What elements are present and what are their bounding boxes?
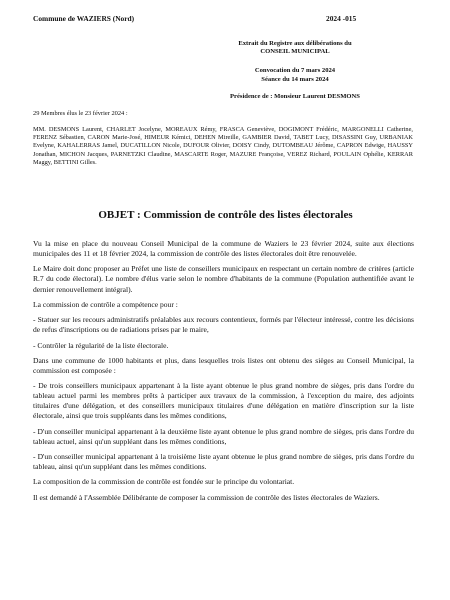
convocation-block [200,67,390,84]
seance-date: Séance du 14 mars 2024 [261,75,329,83]
paragraph: - De trois conseillers municipaux appartenant à la liste ayant obtenue le plus grand nombre de sièges, pris dans l'ordre du tableau actuel parmi les membres prêts à participer aux travaux de la commission, à l'exception du maire, des adjoints titulaires d'une délégation, et des conseillers municipaux titulaires d'une délégation en matière d'inscription sur la liste électorale, ainsi que trois suppléants dans les mêmes conditions, [33,381,414,421]
paragraph: Le Maire doit donc proposer au Préfet une liste de conseillers municipaux en respectant un certain nombre de critères (article R.7 du code électoral). Le nombre d'élus varie selon le nombre d'habitants de la commune (Population authentifiée avant le dernier renouvellement intégral). [33,264,414,294]
paragraph: - D'un conseiller municipal appartenant à la deuxième liste ayant obtenue le plus grand nombre de sièges, pris dans l'ordre du tableau actuel, ainsi qu'un suppléant dans les mêmes conditions, [33,426,414,446]
paragraph: Il est demandé à l'Assemblée Délibérante de composer la commission de contrôle des listes électorales de Waziers. [33,492,380,502]
commune-header: Commune de WAZIERS (Nord) [33,14,135,23]
deliberation-body [33,239,414,503]
paragraph: La commission de contrôle a compétence pour : [33,299,178,309]
deliberation-reference: 2024 -015 [326,14,357,23]
convocation-date: Convocation du 7 mars 2024 [254,67,336,74]
extract-title [200,40,390,57]
members-list: MM. DESMONS Laurent, CHARLET Jocelyne, MOREAUX Rémy, FRASCA Geneviève, DOGIMONT Frédéric, MARGONELLI Catherine, FERENZ Sébastien, CARON Marie-José, HIMEUR Kémici, DEHEN Mireille, GAMBIER David, TABET Lucy, DISASSINI Guy, URBANIAK Evelyne, KAHALERRAS Jamel, DUCATILLON Nicole, DUFOUR Olivier, DOISY Cindy, DUTOMBEAU Jérôme, CAPRON Edwige, HAUSSY Jonathan, MICHON Jacques, PARNETZKI Claudine, MASCARTE Roger, MAZURE Françoise, VEREZ Richard, POULAIN Ophélie, KERRAR Maggy, BETTINI Gilles. [33,126,413,166]
extract-line-1: Extrait du Registre aux délibérations du [238,40,352,47]
paragraph: - Statuer sur les recours administratifs préalables aux recours contentieux, formés par l'électeur intéressé, contre les décisions de refus d'inscriptions ou de radiations prises par le maire, [33,315,414,335]
paragraph: La composition de la commission de contrôle est fondée sur le principe du volontariat. [33,477,295,487]
paragraph: - Contrôler la régularité de la liste électorale. [33,340,169,350]
paragraph: Dans une commune de 1000 habitants et plus, dans lesquelles trois listes ont obtenu des sièges au Conseil Municipal, la commission est composée : [33,355,414,375]
paragraph: - D'un conseiller municipal appartenant à la troisième liste ayant obtenue le plus grand nombre de sièges, pris dans l'ordre du tableau, ainsi qu'un suppléant dans les mêmes conditions. [33,452,414,472]
paragraph: Vu la mise en place du nouveau Conseil Municipal de la commune de Waziers le 23 février 2024, suite aux élections municipales des 11 et 18 février 2024, la commission de contrôle des listes électorales doit être renouvelée. [33,239,414,259]
presidence-line: Présidence de : Monsieur Laurent DESMONS [230,93,360,100]
members-count: 29 Membres élus le 23 février 2024 : [33,110,128,117]
extract-line-2: CONSEIL MUNICIPAL [260,48,330,56]
objet-title: OBJET : Commission de contrôle des listes électorales [98,209,353,221]
